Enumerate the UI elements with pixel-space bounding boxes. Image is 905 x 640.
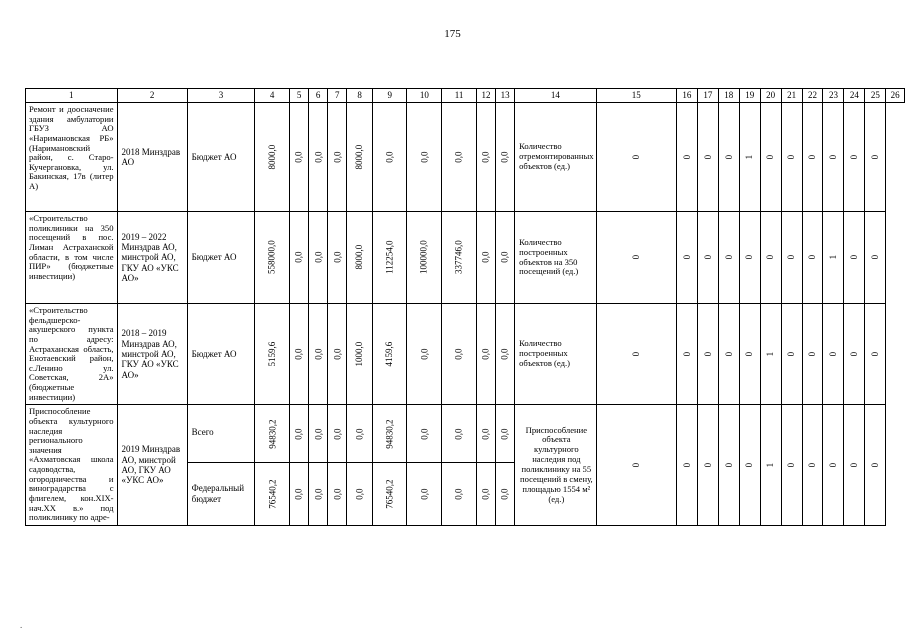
funding-value-text: 0,0 — [499, 488, 510, 500]
target-value-text: 1 — [828, 255, 839, 260]
funding-value-text: 0,0 — [293, 348, 304, 360]
funding-value — [328, 304, 347, 405]
funding-value — [442, 103, 477, 212]
funding-value — [373, 212, 407, 304]
target-value-text: 0 — [849, 351, 860, 357]
footer-mark: . — [20, 620, 23, 630]
funding-source: Бюджет АО — [187, 103, 255, 212]
target-value — [844, 103, 865, 212]
funding-value — [496, 304, 515, 405]
funding-source: Всего — [187, 405, 255, 463]
column-header: 6 — [309, 89, 328, 103]
funding-value — [407, 304, 442, 405]
target-value-text: 0 — [828, 351, 839, 357]
funding-value-text: 76540,2 — [384, 479, 395, 509]
target-value-text: 0 — [849, 255, 860, 260]
funding-value — [347, 304, 373, 405]
funding-value — [373, 463, 407, 525]
column-header: 26 — [886, 89, 905, 103]
funding-value — [442, 212, 477, 304]
target-value-text: 1 — [765, 462, 776, 468]
column-header: 5 — [290, 89, 309, 103]
target-value — [697, 103, 718, 212]
target-value-text: 0 — [849, 462, 860, 468]
column-header: 17 — [697, 89, 718, 103]
funding-value-text: 0,0 — [453, 151, 464, 163]
table-row — [26, 304, 905, 405]
funding-value — [407, 103, 442, 212]
funding-value — [347, 103, 373, 212]
indicator: Приспособление объекта культурного наследия под поликлинику на 55 посещений в смену, площадью 1554 м² (ед.) — [515, 405, 596, 526]
funding-value — [476, 212, 495, 304]
funding-value-text: 0,0 — [293, 151, 304, 163]
target-value — [676, 405, 697, 526]
target-value-text: 1 — [765, 351, 776, 357]
column-header: 19 — [739, 89, 760, 103]
funding-value-text: 0,0 — [332, 151, 343, 163]
funding-value — [476, 405, 495, 463]
column-header: 14 — [515, 89, 596, 103]
funding-value — [347, 463, 373, 525]
target-value-text: 0 — [786, 255, 797, 260]
column-header: 11 — [442, 89, 477, 103]
target-value — [823, 212, 844, 304]
target-value — [739, 212, 760, 304]
funding-value-text: 0,0 — [293, 428, 304, 440]
funding-value — [442, 405, 477, 463]
funding-value — [373, 103, 407, 212]
target-value — [760, 212, 781, 304]
target-value — [781, 103, 802, 212]
target-value — [823, 103, 844, 212]
funding-value-text: 0,0 — [332, 251, 343, 264]
target-value-text: 0 — [702, 462, 713, 468]
funding-value — [290, 405, 309, 463]
target-value-text: 0 — [744, 351, 755, 357]
funding-value — [290, 463, 309, 525]
column-header: 18 — [718, 89, 739, 103]
target-value-text: 0 — [807, 351, 818, 357]
target-value-text: 0 — [765, 255, 776, 260]
target-value — [865, 103, 886, 212]
target-value-text: 0 — [723, 462, 734, 468]
target-value-text: 0 — [681, 255, 692, 260]
target-value-text: 0 — [786, 154, 797, 160]
funding-value — [255, 463, 290, 525]
column-header: 24 — [844, 89, 865, 103]
target-value-text: 0 — [744, 255, 755, 260]
funding-value-text: 1000,0 — [354, 341, 365, 367]
column-header: 20 — [760, 89, 781, 103]
funding-value-text: 0,0 — [354, 488, 365, 500]
column-header: 3 — [187, 89, 255, 103]
column-header: 22 — [802, 89, 823, 103]
funding-value-text: 94830,2 — [384, 419, 395, 449]
funding-value-text: 0,0 — [293, 251, 304, 264]
target-value — [802, 103, 823, 212]
funding-value — [407, 405, 442, 463]
indicator: Количество построенных объектов на 350 посещений (ед.) — [515, 212, 596, 304]
target-value — [865, 304, 886, 405]
target-value — [781, 304, 802, 405]
funding-value-text: 0,0 — [480, 251, 491, 264]
executor: 2018 – 2019 Минздрав АО, минстрой АО, ГКУ АО «УКС АО» — [117, 304, 187, 405]
funding-value — [255, 405, 290, 463]
funding-value — [476, 103, 495, 212]
table-row — [26, 405, 905, 463]
funding-value — [476, 304, 495, 405]
funding-source: Бюджет АО — [187, 304, 255, 405]
funding-value — [347, 405, 373, 463]
target-value-text: 0 — [870, 351, 881, 357]
header-row — [26, 89, 905, 103]
funding-value-text: 8000,0 — [267, 144, 277, 170]
column-header: 23 — [823, 89, 844, 103]
funding-value-text: 0,0 — [312, 348, 323, 360]
target-value — [802, 304, 823, 405]
target-value-text: 0 — [870, 154, 881, 160]
target-value-text: 0 — [828, 154, 839, 160]
target-value — [676, 212, 697, 304]
target-value-text: 0 — [681, 351, 692, 357]
event-name: Ремонт и доосначение здания амбулатории ГБУЗ АО «Наримановская РБ» (Наримановский район, с. Старо-Кучергановка, ул. Бакинская, 17в (литер А) — [26, 103, 118, 212]
funding-value-text: 0,0 — [480, 428, 491, 440]
column-header: 13 — [496, 89, 515, 103]
funding-value-text: 8000,0 — [354, 144, 365, 170]
executor: 2019 – 2022 Минздрав АО, минстрой АО, ГКУ АО «УКС АО» — [117, 212, 187, 304]
funding-value — [373, 304, 407, 405]
funding-source: Федеральный бюджет — [187, 463, 255, 525]
funding-value — [373, 405, 407, 463]
column-header: 2 — [117, 89, 187, 103]
target-value-text: 0 — [702, 154, 713, 160]
target-value-text: 0 — [870, 462, 881, 468]
target-value — [844, 405, 865, 526]
column-header: 21 — [781, 89, 802, 103]
funding-value-text: 0,0 — [499, 251, 510, 264]
column-header: 25 — [865, 89, 886, 103]
column-header: 1 — [26, 89, 118, 103]
program-table — [25, 88, 905, 526]
funding-value — [407, 212, 442, 304]
target-value — [844, 304, 865, 405]
funding-value — [255, 304, 290, 405]
target-value — [596, 405, 676, 526]
column-header: 7 — [328, 89, 347, 103]
funding-value — [290, 304, 309, 405]
target-value — [802, 212, 823, 304]
target-value-text: 0 — [631, 154, 642, 160]
target-value — [596, 103, 676, 212]
funding-value — [496, 463, 515, 525]
target-value — [760, 405, 781, 526]
funding-value — [442, 304, 477, 405]
executor: 2019 Минздрав АО, минстрой АО, ГКУ АО «УКС АО» — [117, 405, 187, 526]
funding-value — [347, 212, 373, 304]
target-value — [718, 103, 739, 212]
funding-value-text: 4159,6 — [384, 341, 395, 367]
target-value — [697, 304, 718, 405]
target-value-text: 0 — [828, 462, 839, 468]
target-value-text: 0 — [765, 154, 776, 160]
table-row — [26, 212, 905, 304]
target-value — [676, 103, 697, 212]
page-number: 175 — [444, 28, 461, 40]
funding-value-text: 94830,2 — [267, 419, 277, 449]
funding-value-text: 8000,0 — [354, 245, 365, 270]
funding-value — [476, 463, 495, 525]
target-value — [865, 405, 886, 526]
funding-value — [496, 212, 515, 304]
funding-value-text: 0,0 — [419, 428, 430, 440]
funding-value-text: 0,0 — [332, 348, 343, 360]
funding-value-text: 0,0 — [480, 348, 491, 360]
target-value — [697, 212, 718, 304]
target-value-text: 0 — [807, 462, 818, 468]
target-value — [697, 405, 718, 526]
funding-value-text: 0,0 — [312, 428, 323, 440]
funding-value-text: 558000,0 — [267, 240, 277, 275]
event-name: «Строительство поликлиники на 350 посещений в пос. Лиман Астраханской области, в том числе ПИР» (бюджетные инвестиции) — [26, 212, 118, 304]
funding-value-text: 0,0 — [453, 348, 464, 360]
funding-value-text: 0,0 — [312, 251, 323, 264]
column-header: 9 — [373, 89, 407, 103]
target-value-text: 0 — [631, 351, 642, 357]
target-value-text: 0 — [870, 255, 881, 260]
funding-value-text: 0,0 — [419, 151, 430, 163]
column-header: 8 — [347, 89, 373, 103]
funding-value — [309, 103, 328, 212]
funding-value-text: 0,0 — [453, 428, 464, 440]
event-name: «Строительство фельдшерско-акушерского пункта по адресу: Астраханская область, Енотаевский район, с.Ленино ул. Советская, 2А» (бюджетные инвестиции) — [26, 304, 118, 405]
target-value — [823, 304, 844, 405]
target-value — [596, 304, 676, 405]
funding-value-text: 0,0 — [419, 488, 430, 500]
funding-value-text: 100000,0 — [419, 240, 430, 275]
indicator: Количество отремонтированных объектов (ед.) — [515, 103, 596, 212]
indicator: Количество построенных объектов (ед.) — [515, 304, 596, 405]
target-value — [781, 212, 802, 304]
target-value — [865, 212, 886, 304]
funding-value — [290, 212, 309, 304]
target-value — [676, 304, 697, 405]
funding-value — [309, 212, 328, 304]
target-value-text: 0 — [744, 462, 755, 468]
funding-value — [328, 103, 347, 212]
target-value-text: 0 — [681, 462, 692, 468]
funding-value-text: 0,0 — [384, 151, 395, 163]
funding-value-text: 76540,2 — [267, 479, 277, 509]
funding-value — [328, 405, 347, 463]
target-value — [596, 212, 676, 304]
funding-value-text: 0,0 — [453, 488, 464, 500]
funding-value-text: 0,0 — [480, 488, 491, 500]
target-value — [739, 103, 760, 212]
funding-value-text: 0,0 — [480, 151, 491, 163]
funding-value — [496, 405, 515, 463]
target-value-text: 0 — [723, 154, 734, 160]
column-header: 16 — [676, 89, 697, 103]
target-value — [760, 103, 781, 212]
target-value-text: 0 — [702, 255, 713, 260]
funding-value — [255, 103, 290, 212]
funding-value-text: 5159,6 — [267, 341, 277, 367]
target-value — [781, 405, 802, 526]
funding-value-text: 0,0 — [499, 428, 510, 440]
funding-value — [309, 304, 328, 405]
target-value — [718, 212, 739, 304]
executor: 2018 Минздрав АО — [117, 103, 187, 212]
funding-value-text: 0,0 — [312, 151, 323, 163]
target-value-text: 0 — [631, 255, 642, 260]
target-value — [823, 405, 844, 526]
funding-value — [309, 405, 328, 463]
funding-value-text: 0,0 — [499, 151, 510, 163]
target-value — [718, 304, 739, 405]
column-header: 12 — [476, 89, 495, 103]
funding-value-text: 337746,0 — [453, 240, 464, 275]
target-value — [844, 212, 865, 304]
target-value — [718, 405, 739, 526]
column-header: 10 — [407, 89, 442, 103]
funding-value-text: 0,0 — [293, 488, 304, 500]
table-row — [26, 103, 905, 212]
target-value-text: 0 — [807, 255, 818, 260]
funding-value — [496, 103, 515, 212]
target-value-text: 0 — [786, 462, 797, 468]
funding-value — [328, 463, 347, 525]
target-value-text: 0 — [723, 255, 734, 260]
column-header: 15 — [596, 89, 676, 103]
target-value-text: 0 — [723, 351, 734, 357]
target-value-text: 0 — [807, 154, 818, 160]
funding-value — [442, 463, 477, 525]
funding-value — [290, 103, 309, 212]
event-name: Приспособление объекта культурного наследия регионального значения «Ахматовская школа садоводства, огородничества и виноградарства с флигелем, кон.XIX-нач.XX в.» под поликлинику по адре- — [26, 405, 118, 526]
funding-source: Бюджет АО — [187, 212, 255, 304]
funding-value-text: 112254,0 — [384, 240, 395, 275]
funding-value-text: 0,0 — [312, 488, 323, 500]
funding-value — [255, 212, 290, 304]
target-value — [739, 405, 760, 526]
target-value-text: 1 — [744, 154, 755, 160]
target-value — [802, 405, 823, 526]
target-value-text: 0 — [702, 351, 713, 357]
funding-value — [407, 463, 442, 525]
target-value-text: 0 — [786, 351, 797, 357]
funding-value-text: 0,0 — [332, 488, 343, 500]
funding-value-text: 0,0 — [419, 348, 430, 360]
column-header: 4 — [255, 89, 290, 103]
target-value-text: 0 — [849, 154, 860, 160]
funding-value — [309, 463, 328, 525]
target-value — [739, 304, 760, 405]
funding-value-text: 0,0 — [499, 348, 510, 360]
funding-value-text: 0,0 — [354, 428, 365, 440]
target-value-text: 0 — [681, 154, 692, 160]
target-value — [760, 304, 781, 405]
funding-value — [328, 212, 347, 304]
target-value-text: 0 — [631, 462, 642, 468]
funding-value-text: 0,0 — [332, 428, 343, 440]
